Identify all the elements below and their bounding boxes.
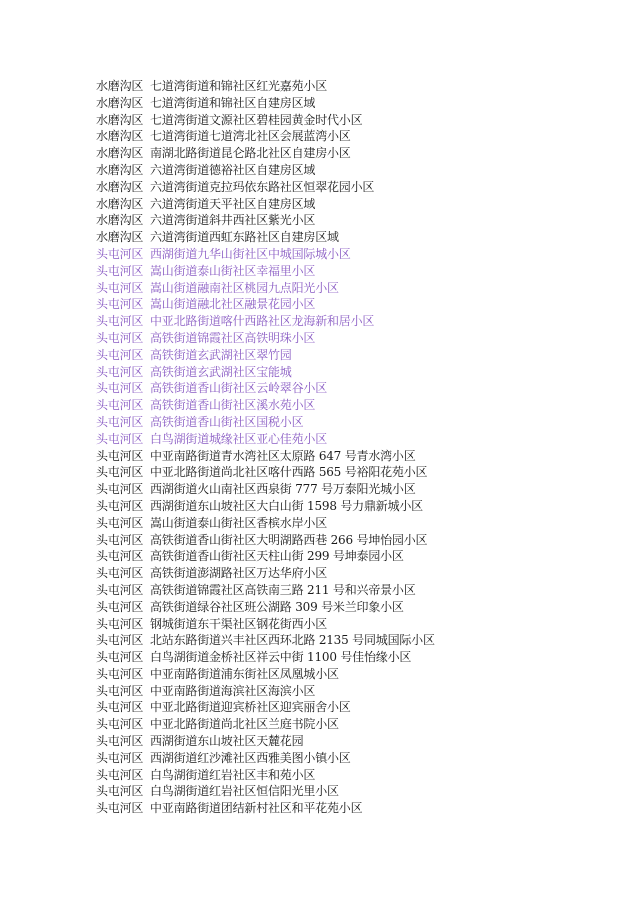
list-item (96, 565, 616, 582)
district-name: 头屯河区 (96, 297, 144, 312)
community-address: 嵩山街道泰山街社区香槟水岸小区 (150, 515, 328, 530)
community-address: 西湖街道九华山街社区中城国际城小区 (150, 246, 351, 261)
community-address: 白鸟湖街道红岩社区恒信阳光里小区 (150, 784, 339, 799)
community-address: 西湖街道东山坡社区大白山街 1598 号力鼎新城小区 (150, 498, 423, 513)
community-address: 嵩山街道融南社区桃园九点阳光小区 (150, 280, 339, 295)
district-name: 头屯河区 (96, 549, 144, 564)
community-address: 中亚北路街道喀什西路社区龙海新和居小区 (150, 314, 375, 329)
community-address: 高铁街道香山街社区云岭翠谷小区 (150, 381, 328, 396)
district-name: 水磨沟区 (96, 196, 144, 211)
district-name: 头屯河区 (96, 364, 144, 379)
list-item (96, 347, 616, 364)
list-item (96, 616, 616, 633)
district-name: 头屯河区 (96, 398, 144, 413)
community-address: 中亚北路街道尚北社区喀什西路 565 号裕阳花苑小区 (150, 465, 428, 480)
list-item (96, 330, 616, 347)
district-name: 头屯河区 (96, 314, 144, 329)
list-item (96, 649, 616, 666)
community-address: 高铁街道香山街社区大明湖路西巷 266 号坤怡园小区 (150, 532, 428, 547)
document-body (96, 78, 616, 817)
community-address: 白鸟湖街道红岩社区丰和苑小区 (150, 767, 316, 782)
district-name: 头屯河区 (96, 633, 144, 648)
district-name: 头屯河区 (96, 280, 144, 295)
list-item (96, 95, 616, 112)
list-item (96, 548, 616, 565)
community-address: 中亚北路街道迎宾桥社区迎宾丽舍小区 (150, 700, 351, 715)
community-address: 高铁街道澎湖路社区万达华府小区 (150, 566, 328, 581)
community-address: 高铁街道锦霞社区高铁南三路 211 号和兴帝景小区 (150, 582, 416, 597)
community-address: 北站东路街道兴丰社区西环北路 2135 号同城国际小区 (150, 633, 435, 648)
district-name: 头屯河区 (96, 448, 144, 463)
list-item (96, 632, 616, 649)
list-item (96, 196, 616, 213)
community-address: 七道湾街道和锦社区红光嘉苑小区 (150, 79, 328, 93)
district-name: 头屯河区 (96, 650, 144, 665)
community-address: 七道湾街道文源社区碧桂园黄金时代小区 (150, 112, 363, 127)
district-name: 头屯河区 (96, 599, 144, 614)
list-item (96, 683, 616, 700)
district-name: 头屯河区 (96, 532, 144, 547)
list-item (96, 162, 616, 179)
list-item (96, 783, 616, 800)
district-name: 头屯河区 (96, 330, 144, 345)
community-address: 六道湾街道西虹东路社区自建房区域 (150, 230, 339, 245)
community-address: 中亚南路街道团结新村社区和平花苑小区 (150, 801, 363, 816)
community-address: 高铁街道香山街社区国税小区 (150, 414, 304, 429)
district-name: 头屯河区 (96, 515, 144, 530)
community-address: 七道湾街道和锦社区自建房区域 (150, 95, 316, 110)
district-name: 水磨沟区 (96, 146, 144, 161)
community-address: 西湖街道红沙滩社区西雅美图小镇小区 (150, 750, 351, 765)
district-name: 头屯河区 (96, 566, 144, 581)
list-item (96, 263, 616, 280)
list-item (96, 666, 616, 683)
list-item (96, 599, 616, 616)
district-name: 头屯河区 (96, 616, 144, 631)
list-item (96, 296, 616, 313)
list-item (96, 246, 616, 263)
community-address: 高铁街道香山街社区溪水苑小区 (150, 398, 316, 413)
district-name: 水磨沟区 (96, 129, 144, 144)
community-address: 高铁街道玄武湖社区翠竹园 (150, 347, 292, 362)
list-item (96, 112, 616, 129)
community-address: 西湖街道火山南社区西泉街 777 号万泰阳光城小区 (150, 482, 416, 497)
district-name: 水磨沟区 (96, 179, 144, 194)
community-address: 高铁街道锦霞社区高铁明珠小区 (150, 330, 316, 345)
community-address: 高铁街道玄武湖社区宝能城 (150, 364, 292, 379)
district-name: 水磨沟区 (96, 162, 144, 177)
community-address: 中亚北路街道尚北社区兰庭书院小区 (150, 717, 339, 732)
community-address: 南湖北路街道昆仑路北社区自建房小区 (150, 146, 351, 161)
list-item (96, 767, 616, 784)
district-name: 水磨沟区 (96, 230, 144, 245)
community-address: 中亚南路街道浦东街社区凤凰城小区 (150, 666, 339, 681)
district-name: 头屯河区 (96, 465, 144, 480)
community-address: 中亚南路街道青水湾社区太原路 647 号青水湾小区 (150, 448, 416, 463)
community-address: 西湖街道东山坡社区天麓花园 (150, 734, 304, 749)
list-item (96, 515, 616, 532)
community-address: 嵩山街道泰山街社区幸福里小区 (150, 263, 316, 278)
district-name: 水磨沟区 (96, 112, 144, 127)
list-item (96, 699, 616, 716)
district-name: 头屯河区 (96, 666, 144, 681)
list-item (96, 128, 616, 145)
community-address: 中亚南路街道海滨社区海滨小区 (150, 683, 316, 698)
district-name: 头屯河区 (96, 767, 144, 782)
list-item (96, 280, 616, 297)
district-name: 头屯河区 (96, 347, 144, 362)
list-item (96, 582, 616, 599)
community-address: 高铁街道香山街社区天柱山街 299 号坤泰园小区 (150, 549, 404, 564)
district-name: 头屯河区 (96, 734, 144, 749)
list-item (96, 498, 616, 515)
district-name: 水磨沟区 (96, 79, 144, 93)
list-item (96, 397, 616, 414)
district-name: 头屯河区 (96, 717, 144, 732)
district-name: 头屯河区 (96, 784, 144, 799)
list-item (96, 431, 616, 448)
list-item (96, 716, 616, 733)
list-item (96, 179, 616, 196)
district-name: 头屯河区 (96, 381, 144, 396)
community-address: 高铁街道绿谷社区班公湖路 309 号米兰印象小区 (150, 599, 404, 614)
community-address: 七道湾街道七道湾北社区会展蓝湾小区 (150, 129, 351, 144)
community-address: 白鸟湖街道金桥社区祥云中街 1100 号佳怡缘小区 (150, 650, 412, 665)
district-name: 头屯河区 (96, 683, 144, 698)
district-name: 头屯河区 (96, 750, 144, 765)
list-item (96, 800, 616, 817)
list-item (96, 78, 616, 95)
list-item (96, 364, 616, 381)
list-item (96, 145, 616, 162)
district-name: 头屯河区 (96, 801, 144, 816)
district-name: 头屯河区 (96, 498, 144, 513)
district-name: 水磨沟区 (96, 213, 144, 228)
list-item (96, 448, 616, 465)
community-address: 六道湾街道天平社区自建房区域 (150, 196, 316, 211)
list-item (96, 212, 616, 229)
community-address: 钢城街道东干渠社区钢花街西小区 (150, 616, 328, 631)
district-name: 水磨沟区 (96, 95, 144, 110)
community-address: 白鸟湖街道城缘社区亚心佳苑小区 (150, 431, 328, 446)
community-address: 六道湾街道德裕社区自建房区域 (150, 162, 316, 177)
list-item (96, 229, 616, 246)
district-name: 头屯河区 (96, 431, 144, 446)
community-address: 六道湾街道斜井西社区紫光小区 (150, 213, 316, 228)
list-item (96, 313, 616, 330)
community-address: 六道湾街道克拉玛依东路社区恒翠花园小区 (150, 179, 375, 194)
district-name: 头屯河区 (96, 263, 144, 278)
district-name: 头屯河区 (96, 482, 144, 497)
list-item (96, 380, 616, 397)
list-item (96, 532, 616, 549)
district-name: 头屯河区 (96, 582, 144, 597)
list-item (96, 733, 616, 750)
district-name: 头屯河区 (96, 414, 144, 429)
list-item (96, 414, 616, 431)
district-name: 头屯河区 (96, 246, 144, 261)
district-name: 头屯河区 (96, 700, 144, 715)
community-address: 嵩山街道融北社区融景花园小区 (150, 297, 316, 312)
list-item (96, 750, 616, 767)
list-item (96, 464, 616, 481)
list-item (96, 481, 616, 498)
